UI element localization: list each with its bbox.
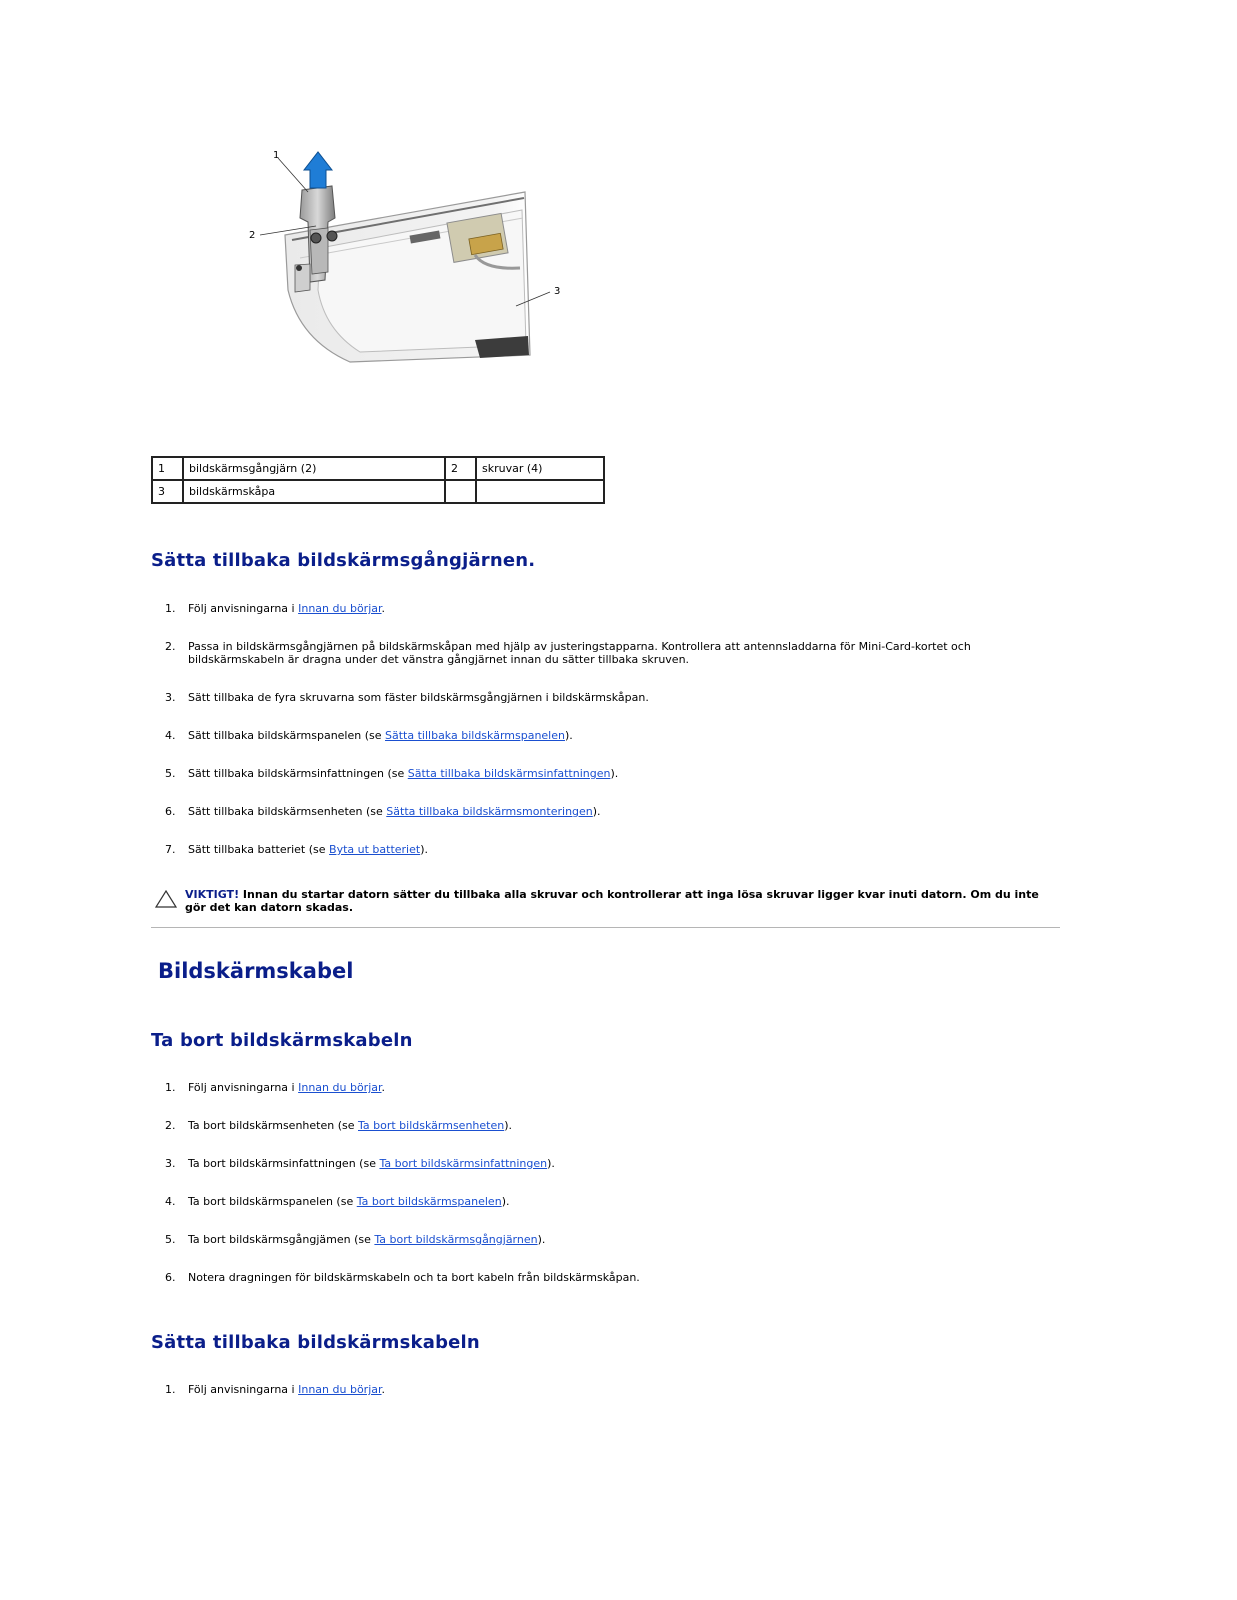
- step-text: Passa in bildskärmsgångjärnen på bildskärmskåpan med hjälp av justeringstapparna. Kontrollera att antennsladdarna för Mini-Card-kortet och bildskärmskabeln är dragna under det vänstra gångjärnet innan du sätter tillbaka skruven.: [188, 640, 971, 666]
- legend-num: 2: [445, 457, 476, 480]
- step-text: Sätt tillbaka bildskärmsenheten (se: [188, 805, 387, 818]
- step-number: 6.: [165, 1271, 176, 1284]
- step-number: 3.: [165, 1157, 176, 1170]
- link-remove-display-bezel[interactable]: Ta bort bildskärmsinfattningen: [379, 1157, 548, 1170]
- page-title: Bildskärmskabel: [158, 959, 354, 983]
- step-text: Ta bort bildskärmsinfattningen (se: [188, 1157, 380, 1170]
- step-text: Följ anvisningarna i: [188, 602, 299, 615]
- link-remove-display-panel[interactable]: Ta bort bildskärmspanelen: [356, 1195, 502, 1208]
- callout-3: 3: [554, 286, 561, 297]
- link-before-you-begin[interactable]: Innan du börjar: [298, 602, 382, 615]
- legend-text: bildskärmsgångjärn (2): [183, 457, 445, 480]
- caution-note: [155, 888, 1060, 914]
- callout-1: 1: [273, 150, 280, 161]
- step-text: Ta bort bildskärmsgångjämen (se: [188, 1233, 375, 1246]
- legend-num: [445, 480, 476, 503]
- section-divider: [151, 927, 1060, 928]
- step-number: 1.: [165, 1383, 176, 1396]
- step-number: 4.: [165, 1195, 176, 1208]
- section-title-replace-cable: Sätta tillbaka bildskärmskabeln: [151, 1332, 480, 1353]
- step-number: 1.: [165, 1081, 176, 1094]
- hinge-removal-figure: [240, 140, 580, 380]
- list-item: [151, 602, 1048, 615]
- step-number: 4.: [165, 729, 176, 742]
- figure-legend-table: [151, 456, 605, 504]
- link-replace-display-panel[interactable]: Sätta tillbaka bildskärmspanelen: [385, 729, 565, 742]
- step-text: .: [381, 1383, 386, 1396]
- caution-triangle-icon: [155, 890, 177, 908]
- link-replace-display-bezel[interactable]: Sätta tillbaka bildskärmsinfattningen: [407, 767, 611, 780]
- steps-remove-cable: [151, 1081, 1048, 1284]
- legend-num: 1: [152, 457, 183, 480]
- link-remove-display-assembly[interactable]: Ta bort bildskärmsenheten: [358, 1119, 505, 1132]
- legend-text: skruvar (4): [476, 457, 604, 480]
- step-text: Ta bort bildskärmsenheten (se: [188, 1119, 358, 1132]
- step-number: 3.: [165, 691, 176, 704]
- step-number: 7.: [165, 843, 176, 856]
- step-text: ).: [537, 1233, 546, 1246]
- step-text: Följ anvisningarna i: [188, 1383, 299, 1396]
- list-item: [151, 1195, 1048, 1208]
- step-text: ).: [547, 1157, 555, 1170]
- legend-text: bildskärmskåpa: [183, 480, 445, 503]
- legend-num: 3: [152, 480, 183, 503]
- step-number: 1.: [165, 602, 176, 615]
- step-number: 6.: [165, 805, 176, 818]
- link-before-you-begin[interactable]: Innan du börjar: [298, 1383, 382, 1396]
- list-item: [151, 1383, 1048, 1396]
- list-item: [151, 1271, 1048, 1284]
- step-text: ).: [420, 843, 428, 856]
- list-item: [151, 1119, 1048, 1132]
- step-text: Sätt tillbaka bildskärmsinfattningen (se: [188, 767, 408, 780]
- list-item: [151, 767, 1048, 780]
- link-remove-display-hinges[interactable]: Ta bort bildskärmsgångjärnen: [374, 1233, 538, 1246]
- step-text: ).: [564, 729, 573, 742]
- step-number: 2.: [165, 640, 176, 653]
- steps-replace-cable: [151, 1383, 1048, 1396]
- step-number: 5.: [165, 1233, 176, 1246]
- list-item: [151, 1233, 1048, 1246]
- list-item: [151, 1081, 1048, 1094]
- step-text: Följ anvisningarna i: [188, 1081, 299, 1094]
- step-text: Notera dragningen för bildskärmskabeln och ta bort kabeln från bildskärmskåpan.: [188, 1271, 640, 1284]
- link-replace-display-assembly[interactable]: Sätta tillbaka bildskärmsmonteringen: [386, 805, 593, 818]
- list-item: [151, 691, 1048, 704]
- legend-text: [476, 480, 604, 503]
- step-text: .: [381, 602, 386, 615]
- step-text: Sätt tillbaka de fyra skruvarna som fäster bildskärmsgångjärnen i bildskärmskåpan.: [188, 691, 649, 704]
- caution-label: VIKTIGT!: [185, 888, 240, 901]
- step-text: ).: [592, 805, 601, 818]
- step-number: 5.: [165, 767, 176, 780]
- table-row: [152, 480, 604, 503]
- table-row: [152, 457, 604, 480]
- caution-text: Innan du startar datorn sätter du tillbaka alla skruvar och kontrollerar att inga lösa skruvar ligger kvar inuti datorn. Om du inte gör det kan datorn skadas.: [185, 888, 1039, 914]
- list-item: [151, 805, 1048, 818]
- step-text: ).: [610, 767, 619, 780]
- list-item: [151, 729, 1048, 742]
- display-hinge-illustration: [240, 140, 580, 380]
- list-item: [151, 843, 1048, 856]
- step-number: 2.: [165, 1119, 176, 1132]
- step-text: Sätt tillbaka batteriet (se: [188, 843, 330, 856]
- step-text: .: [381, 1081, 386, 1094]
- list-item: [151, 640, 1048, 666]
- steps-replace-hinges: [151, 602, 1048, 856]
- callout-2: 2: [249, 230, 256, 241]
- list-item: [151, 1157, 1048, 1170]
- step-text: ).: [501, 1195, 510, 1208]
- step-text: Ta bort bildskärmspanelen (se: [188, 1195, 357, 1208]
- link-replace-battery[interactable]: Byta ut batteriet: [329, 843, 421, 856]
- section-title-remove-cable: Ta bort bildskärmskabeln: [151, 1030, 413, 1051]
- step-text: Sätt tillbaka bildskärmspanelen (se: [188, 729, 386, 742]
- step-text: ).: [504, 1119, 513, 1132]
- link-before-you-begin[interactable]: Innan du börjar: [298, 1081, 382, 1094]
- section-title-replace-hinges: Sätta tillbaka bildskärmsgångjärnen.: [151, 550, 536, 571]
- lift-arrow-icon: [304, 152, 332, 188]
